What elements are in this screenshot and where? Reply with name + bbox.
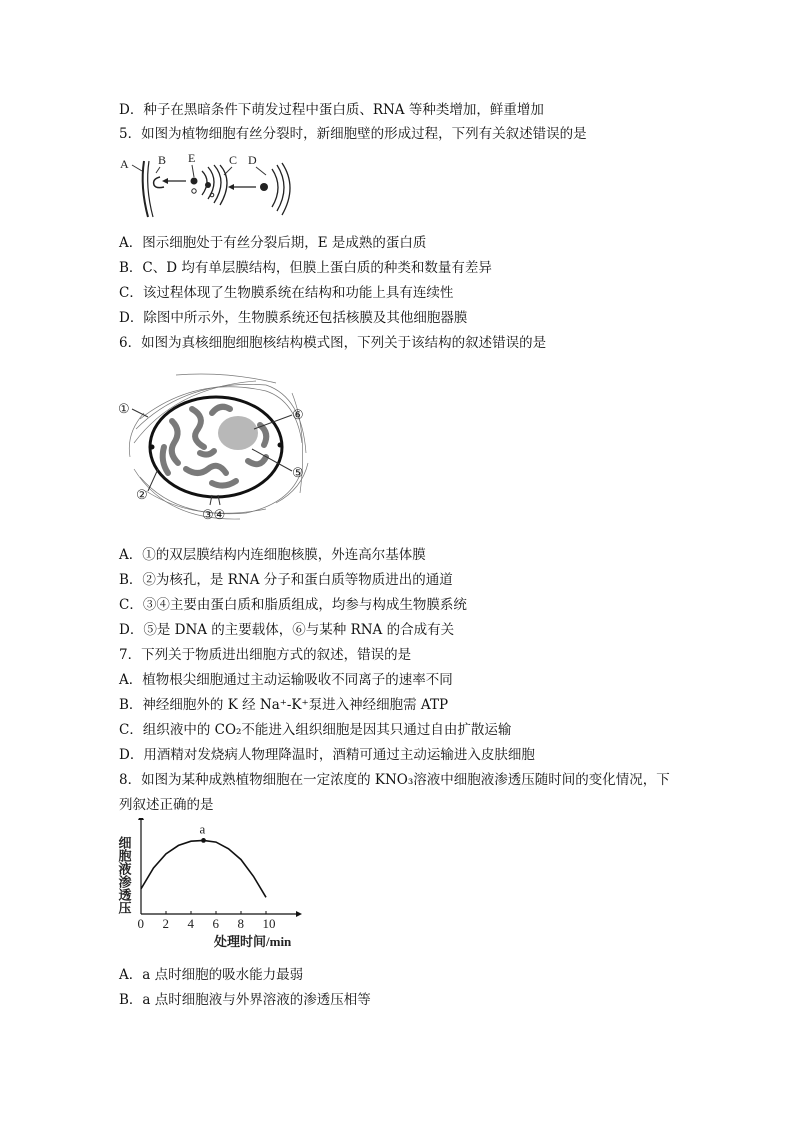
chart-point-a [201, 838, 206, 843]
fig6-label-1: ① [118, 401, 130, 416]
chart-xlabel: 处理时间/min [214, 934, 292, 949]
q7-option-b: B．神经细胞外的 K 经 Na⁺-K⁺泵进入神经细胞需 ATP [119, 697, 449, 713]
q6-option-b: B．②为核孔，是 RNA 分子和蛋白质等物质进出的通道 [119, 572, 453, 588]
fig6-label-2: ② [136, 487, 148, 502]
q5-option-c: C．该过程体现了生物膜系统在结构和功能上具有连续性 [119, 285, 454, 301]
chart-x-tick-label: 0 [137, 916, 144, 931]
fig5-label-b: B [158, 153, 167, 167]
q5-option-a: A．图示细胞处于有丝分裂后期，E 是成熟的蛋白质 [119, 235, 427, 251]
chart-series-line [141, 840, 266, 897]
chart-x-tick-label: 8 [237, 916, 244, 931]
q8-stem-line2: 列叙述正确的是 [119, 797, 214, 813]
q7-stem: 7．下列关于物质进出细胞方式的叙述，错误的是 [119, 647, 412, 663]
q6-nucleus-figure [116, 373, 310, 523]
chart-point-label: a [199, 821, 206, 837]
q6-option-a: A．①的双层膜结构内连细胞核膜，外连高尔基体膜 [119, 547, 426, 563]
q5-option-b: B．C、D 均有单层膜结构，但膜上蛋白质的种类和数量有差异 [119, 260, 492, 276]
q6-option-d: D．⑤是 DNA 的主要载体，⑥与某种 RNA 的合成有关 [119, 622, 455, 638]
chart-x-tick-label: 10 [262, 916, 276, 931]
fig5-label-a: A [120, 157, 129, 171]
fig6-label-3-4: ③④ [202, 507, 226, 522]
q8-osmotic-pressure-chart [116, 818, 302, 952]
q7-option-d: D．用酒精对发烧病人物理降温时，酒精可通过主动运输进入皮肤细胞 [119, 747, 535, 763]
q4-option-d: D．种子在黑暗条件下萌发过程中蛋白质、RNA 等种类增加，鲜重增加 [119, 102, 544, 118]
q7-option-a: A．植物根尖细胞通过主动运输吸收不同离子的速率不同 [119, 672, 453, 688]
fig5-label-d: D [248, 153, 257, 167]
fig5-label-c: C [229, 153, 238, 167]
fig6-label-6: ⑥ [292, 407, 304, 422]
chart-y-axis-arrow [138, 818, 144, 820]
q7-option-c: C．组织液中的 CO₂不能进入组织细胞是因其只通过自由扩散运输 [119, 722, 512, 738]
q8-option-b: B．a 点时细胞液与外界溶液的渗透压相等 [119, 992, 371, 1008]
chart-ylabel [117, 836, 132, 915]
q5-stem: 5．如图为植物细胞有丝分裂时，新细胞壁的形成过程，下列有关叙述错误的是 [119, 126, 587, 142]
chart-x-axis-arrow [296, 911, 302, 917]
q6-stem: 6．如图为真核细胞细胞核结构模式图，下列关于该结构的叙述错误的是 [119, 335, 547, 351]
chart-x-tick-label: 2 [162, 916, 169, 931]
fig5-label-e: E [188, 151, 196, 165]
svg-text:细胞液渗透压: 细胞液渗透压 [116, 836, 132, 914]
chart-x-tick-label: 4 [187, 916, 194, 931]
fig6-label-5: ⑤ [292, 465, 304, 480]
q8-option-a: A．a 点时细胞的吸水能力最弱 [119, 967, 304, 983]
chart-x-tick-label: 6 [212, 916, 219, 931]
q5-option-d: D．除图中所示外，生物膜系统还包括核膜及其他细胞器膜 [119, 310, 468, 326]
q8-stem-line1: 8．如图为某种成熟植物细胞在一定浓度的 KNO₃溶液中细胞液渗透压随时间的变化情况，下 [119, 772, 670, 788]
q5-figure [116, 151, 306, 223]
q6-option-c: C．③④主要由蛋白质和脂质组成，均参与构成生物膜系统 [119, 597, 467, 613]
